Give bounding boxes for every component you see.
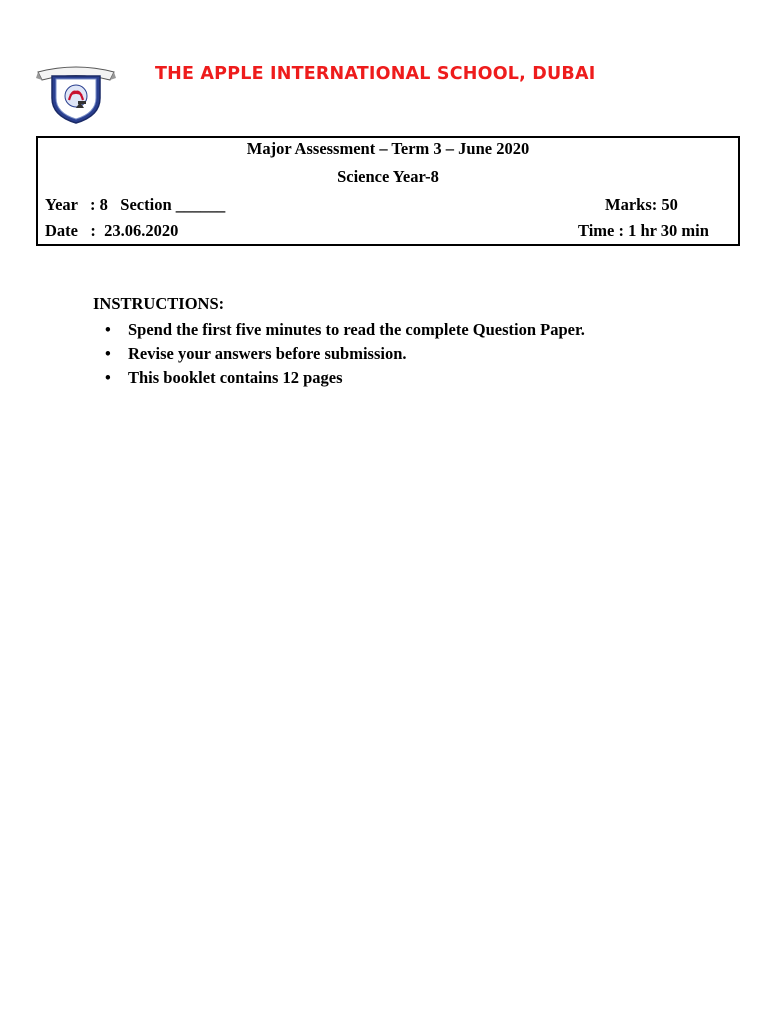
bullet-icon: • (105, 320, 111, 339)
list-item (93, 318, 585, 342)
school-crest-icon (36, 62, 116, 124)
list-item (93, 342, 585, 366)
year-section-field: Year : 8 Section ______ (45, 195, 226, 214)
assessment-subject: Science Year-8 (337, 167, 439, 186)
assessment-header-box (36, 136, 740, 246)
instruction-text: Revise your answers before submission. (128, 344, 407, 363)
time-label: Time : 1 hr 30 min (578, 221, 709, 240)
list-item (93, 366, 585, 390)
marks-label: Marks: 50 (605, 195, 678, 214)
instruction-text: This booklet contains 12 pages (128, 368, 343, 387)
bullet-icon: • (105, 344, 111, 363)
school-name: THE APPLE INTERNATIONAL SCHOOL, DUBAI (155, 64, 596, 84)
instructions-section (93, 294, 585, 390)
instructions-title: INSTRUCTIONS: (93, 294, 225, 313)
instructions-list (93, 318, 585, 390)
bullet-icon: • (105, 368, 111, 387)
assessment-title: Major Assessment – Term 3 – June 2020 (246, 139, 530, 158)
instruction-text: Spend the first five minutes to read the complete Question Paper. (128, 320, 585, 339)
date-label: Date : 23.06.2020 (45, 221, 179, 240)
